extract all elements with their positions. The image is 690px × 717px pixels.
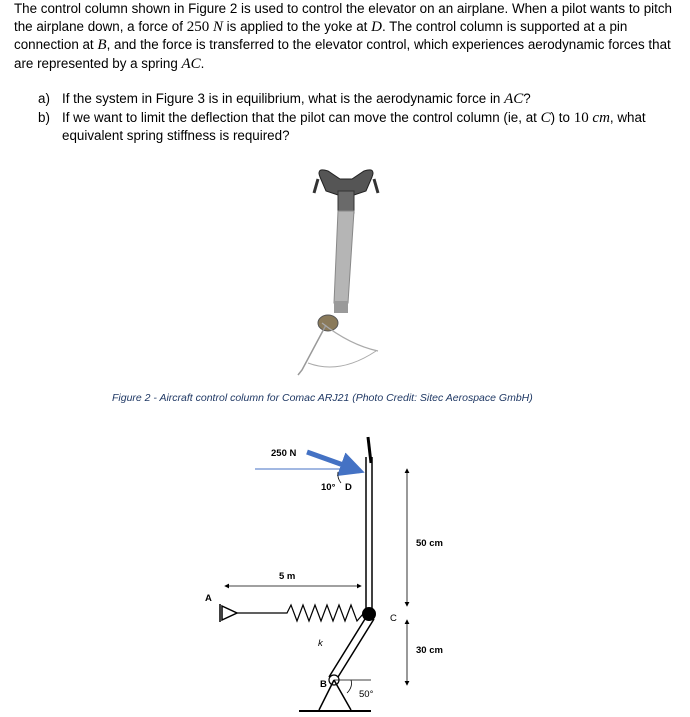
point-d: D bbox=[371, 18, 382, 35]
control-column-photo bbox=[280, 165, 410, 380]
k-label: k bbox=[318, 638, 323, 649]
b-label: B bbox=[320, 679, 327, 690]
point-b: B bbox=[97, 37, 107, 54]
force-unit: N bbox=[212, 18, 223, 35]
problem-statement: The control column shown in Figure 2 is used to control the elevator on an airplane. When a pilot wants to pitch the airplane down, a force of 250 N is applied to the yoke at D. The control column is supported at a pin connection at B, and the force is transferred to the elevator control, which experiences aerodynamic forces that are represented by a spring AC. bbox=[14, 1, 672, 72]
question-label: b) bbox=[38, 109, 50, 125]
c-label: C bbox=[390, 613, 397, 624]
pin-c bbox=[362, 607, 376, 621]
deflection-value: 10 bbox=[573, 109, 589, 126]
lower-link bbox=[329, 619, 374, 677]
pin-angle-arc bbox=[347, 680, 352, 693]
a-label: A bbox=[205, 593, 212, 604]
lower-dim-label: 30 cm bbox=[416, 645, 443, 656]
horizontal-dim-label: 5 m bbox=[279, 571, 296, 582]
figure-caption: Figure 2 - Aircraft control column for Comac ARJ21 (Photo Credit: Sitec Aerospace GmbH) bbox=[112, 392, 533, 404]
question-label: a) bbox=[38, 91, 50, 106]
deflection-unit: cm bbox=[592, 109, 610, 126]
upper-dim-label: 50 cm bbox=[416, 538, 443, 549]
question-list bbox=[38, 90, 678, 145]
pivot-mechanism bbox=[318, 315, 338, 331]
angle-label: 10° bbox=[321, 482, 336, 493]
force-label: 250 N bbox=[271, 448, 297, 459]
question-a: a) If the system in Figure 3 is in equilibrium, what is the aerodynamic force in AC? bbox=[38, 91, 531, 107]
column-top-spike bbox=[368, 437, 371, 463]
force-value: 250 bbox=[186, 18, 210, 35]
yoke-hub bbox=[338, 191, 354, 213]
force-arrow bbox=[307, 452, 360, 471]
angle-arc bbox=[338, 472, 341, 483]
support-a bbox=[222, 606, 237, 620]
d-label: D bbox=[345, 482, 352, 493]
point-c-ref: C bbox=[540, 109, 551, 126]
spring-ac: AC bbox=[181, 55, 201, 72]
free-body-diagram bbox=[195, 425, 495, 717]
linkage-arm bbox=[298, 325, 326, 375]
spring-k bbox=[237, 605, 370, 621]
spring-ac-ref: AC bbox=[504, 91, 524, 107]
pin-angle-label: 50° bbox=[359, 689, 374, 700]
question-b: b) If we want to limit the deflection that the pilot can move the control column (ie, at C) to 10 cm, what equivalent spring stiffness is required? bbox=[38, 109, 646, 144]
control-column bbox=[366, 457, 372, 613]
column-shaft bbox=[334, 211, 354, 303]
